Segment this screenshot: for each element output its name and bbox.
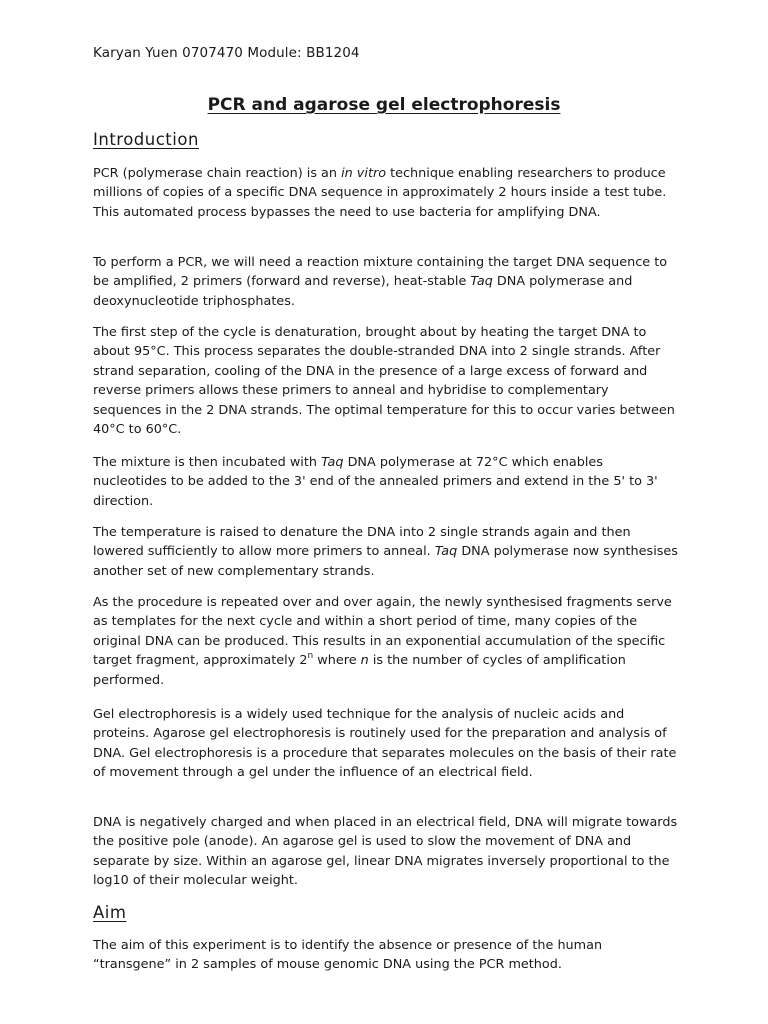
intro-paragraph-7: Gel electrophoresis is a widely used technique for the analysis of nucleic acids and proteins. Agarose gel electrophoresis is routinely used for the preparation and analysis of DNA. Gel electrophoresis is a procedure that separates molecules on the basis of their rate of movement through a gel under the influence of an electrical field. xyxy=(93,707,677,781)
intro-paragraph-1: PCR (polymerase chain reaction) is an in vitro technique enabling researchers to produce millions of copies of a specific DNA sequence in approximately 2 hours inside a test tube. This automated process bypasses the need to use bacteria for amplifying DNA. xyxy=(93,166,667,220)
intro-paragraph-8: DNA is negatively charged and when placed in an electrical field, DNA will migrate towards the positive pole (anode). An agarose gel is used to slow the movement of DNA and separate by size. Within an agarose gel, linear DNA migrates inversely proportional to the log10 of their molecular weight. xyxy=(93,815,678,889)
introduction-heading: Introduction xyxy=(93,130,199,149)
aim-heading: Aim xyxy=(93,903,127,922)
intro-paragraph-6: As the procedure is repeated over and over again, the newly synthesised fragments serve as templates for the next cycle and within a short period of time, many copies of the original DNA can be produced. This results in an exponential accumulation of the specific target fragment, approximately 2$^n$ where n is the number of cycles of amplification performed. xyxy=(93,595,672,688)
intro-paragraph-3: The first step of the cycle is denaturation, brought about by heating the target DNA to about 95°C. This process separates the double-stranded DNA into 2 single strands. After strand separation, cooling of the DNA in the presence of a large excess of forward and reverse primers allows these primers to anneal and hybridise to complementary sequences in the 2 DNA strands. The optimal temperature for this to occur varies between 40°C to 60°C. xyxy=(93,325,675,438)
page-title: PCR and agarose gel electrophoresis xyxy=(207,95,561,115)
intro-paragraph-4: The mixture is then incubated with Taq DNA polymerase at 72°C which enables nucleotides to be added to the 3' end of the annealed primers and extend in the 5' to 3' direction. xyxy=(93,455,658,509)
intro-paragraph-5: The temperature is raised to denature the DNA into 2 single strands again and then lowered sufficiently to allow more primers to anneal. Taq DNA polymerase now synthesises another set of new complementary strands. xyxy=(93,525,678,579)
aim-paragraph-1: The aim of this experiment is to identify the absence or presence of the human “transgene” in 2 samples of mouse genomic DNA using the PCR method. xyxy=(93,938,603,973)
intro-paragraph-2: To perform a PCR, we will need a reaction mixture containing the target DNA sequence to be amplified, 2 primers (forward and reverse), heat-stable Taq DNA polymerase and deoxynucleotide triphosphates. xyxy=(93,255,668,309)
author-header: Karyan Yuen 0707470 Module: BB1204 xyxy=(93,45,360,61)
exponent-n: n xyxy=(307,651,314,662)
